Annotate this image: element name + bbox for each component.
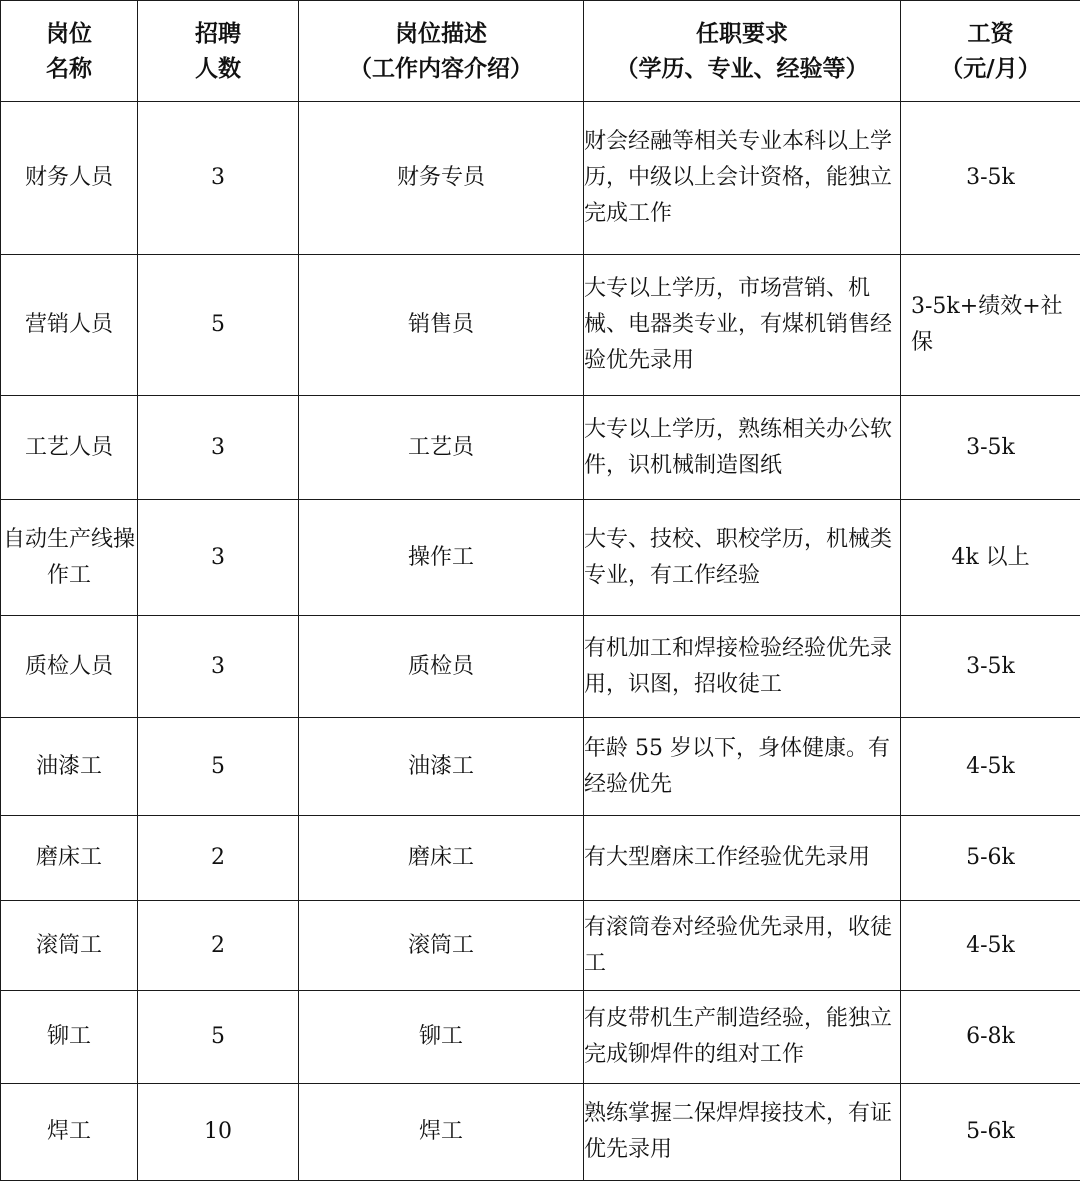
- job-description-cell: 油漆工: [299, 718, 584, 816]
- hire-count-cell: 3: [138, 500, 299, 616]
- table-row: [1, 500, 1080, 616]
- position-name-cell: 油漆工: [1, 718, 138, 816]
- salary-cell: 3-5k: [901, 102, 1080, 255]
- requirements-cell: 熟练掌握二保焊焊接技术，有证优先录用: [584, 1084, 901, 1181]
- salary-cell: 6-8k: [901, 991, 1080, 1084]
- requirements-cell: 大专、技校、职校学历，机械类专业，有工作经验: [584, 500, 901, 616]
- table-row: [1, 1084, 1080, 1181]
- table-row: [1, 255, 1080, 396]
- position-name-cell: 财务人员: [1, 102, 138, 255]
- job-description-cell: 焊工: [299, 1084, 584, 1181]
- header-row: [1, 1, 1080, 102]
- job-description-cell: 质检员: [299, 616, 584, 718]
- hire-count-cell: 2: [138, 816, 299, 901]
- salary-cell: 5-6k: [901, 1084, 1080, 1181]
- requirements-cell: 有皮带机生产制造经验，能独立完成铆焊件的组对工作: [584, 991, 901, 1084]
- salary-cell: 3-5k+绩效+社保: [901, 255, 1080, 396]
- table-row: [1, 616, 1080, 718]
- hire-count-cell: 5: [138, 718, 299, 816]
- hire-count-cell: 3: [138, 396, 299, 500]
- position-name-cell: 质检人员: [1, 616, 138, 718]
- hire-count-cell: 5: [138, 255, 299, 396]
- table-row: [1, 901, 1080, 991]
- salary-cell: 3-5k: [901, 396, 1080, 500]
- salary-cell: 4-5k: [901, 718, 1080, 816]
- salary-cell: 5-6k: [901, 816, 1080, 901]
- salary-cell: 4k 以上: [901, 500, 1080, 616]
- requirements-cell: 大专以上学历，市场营销、机械、电器类专业，有煤机销售经验优先录用: [584, 255, 901, 396]
- hire-count-cell: 3: [138, 616, 299, 718]
- position-name-cell: 铆工: [1, 991, 138, 1084]
- requirements-cell: 大专以上学历，熟练相关办公软件，识机械制造图纸: [584, 396, 901, 500]
- job-description-cell: 滚筒工: [299, 901, 584, 991]
- job-description-cell: 工艺员: [299, 396, 584, 500]
- hire-count-cell: 10: [138, 1084, 299, 1181]
- header-position-name: 岗位 名称: [1, 1, 138, 102]
- job-description-cell: 财务专员: [299, 102, 584, 255]
- table-row: [1, 718, 1080, 816]
- header-job-description: 岗位描述 （工作内容介绍）: [299, 1, 584, 102]
- header-salary: 工资 （元/月）: [901, 1, 1080, 102]
- requirements-cell: 年龄 55 岁以下，身体健康。有经验优先: [584, 718, 901, 816]
- job-description-cell: 操作工: [299, 500, 584, 616]
- table-row: [1, 396, 1080, 500]
- job-description-cell: 磨床工: [299, 816, 584, 901]
- position-name-cell: 营销人员: [1, 255, 138, 396]
- hire-count-cell: 3: [138, 102, 299, 255]
- job-description-cell: 铆工: [299, 991, 584, 1084]
- table-row: [1, 102, 1080, 255]
- requirements-cell: 财会经融等相关专业本科以上学历，中级以上会计资格，能独立完成工作: [584, 102, 901, 255]
- hire-count-cell: 2: [138, 901, 299, 991]
- salary-cell: 3-5k: [901, 616, 1080, 718]
- position-name-cell: 焊工: [1, 1084, 138, 1181]
- table-row: [1, 991, 1080, 1084]
- requirements-cell: 有机加工和焊接检验经验优先录用，识图，招收徒工: [584, 616, 901, 718]
- table-row: [1, 816, 1080, 901]
- requirements-cell: 有滚筒卷对经验优先录用，收徒工: [584, 901, 901, 991]
- requirements-cell: 有大型磨床工作经验优先录用: [584, 816, 901, 901]
- hire-count-cell: 5: [138, 991, 299, 1084]
- position-name-cell: 滚筒工: [1, 901, 138, 991]
- header-hire-count: 招聘 人数: [138, 1, 299, 102]
- position-name-cell: 磨床工: [1, 816, 138, 901]
- position-name-cell: 工艺人员: [1, 396, 138, 500]
- salary-cell: 4-5k: [901, 901, 1080, 991]
- position-name-cell: 自动生产线操作工: [1, 500, 138, 616]
- job-description-cell: 销售员: [299, 255, 584, 396]
- header-requirements: 任职要求 （学历、专业、经验等）: [584, 1, 901, 102]
